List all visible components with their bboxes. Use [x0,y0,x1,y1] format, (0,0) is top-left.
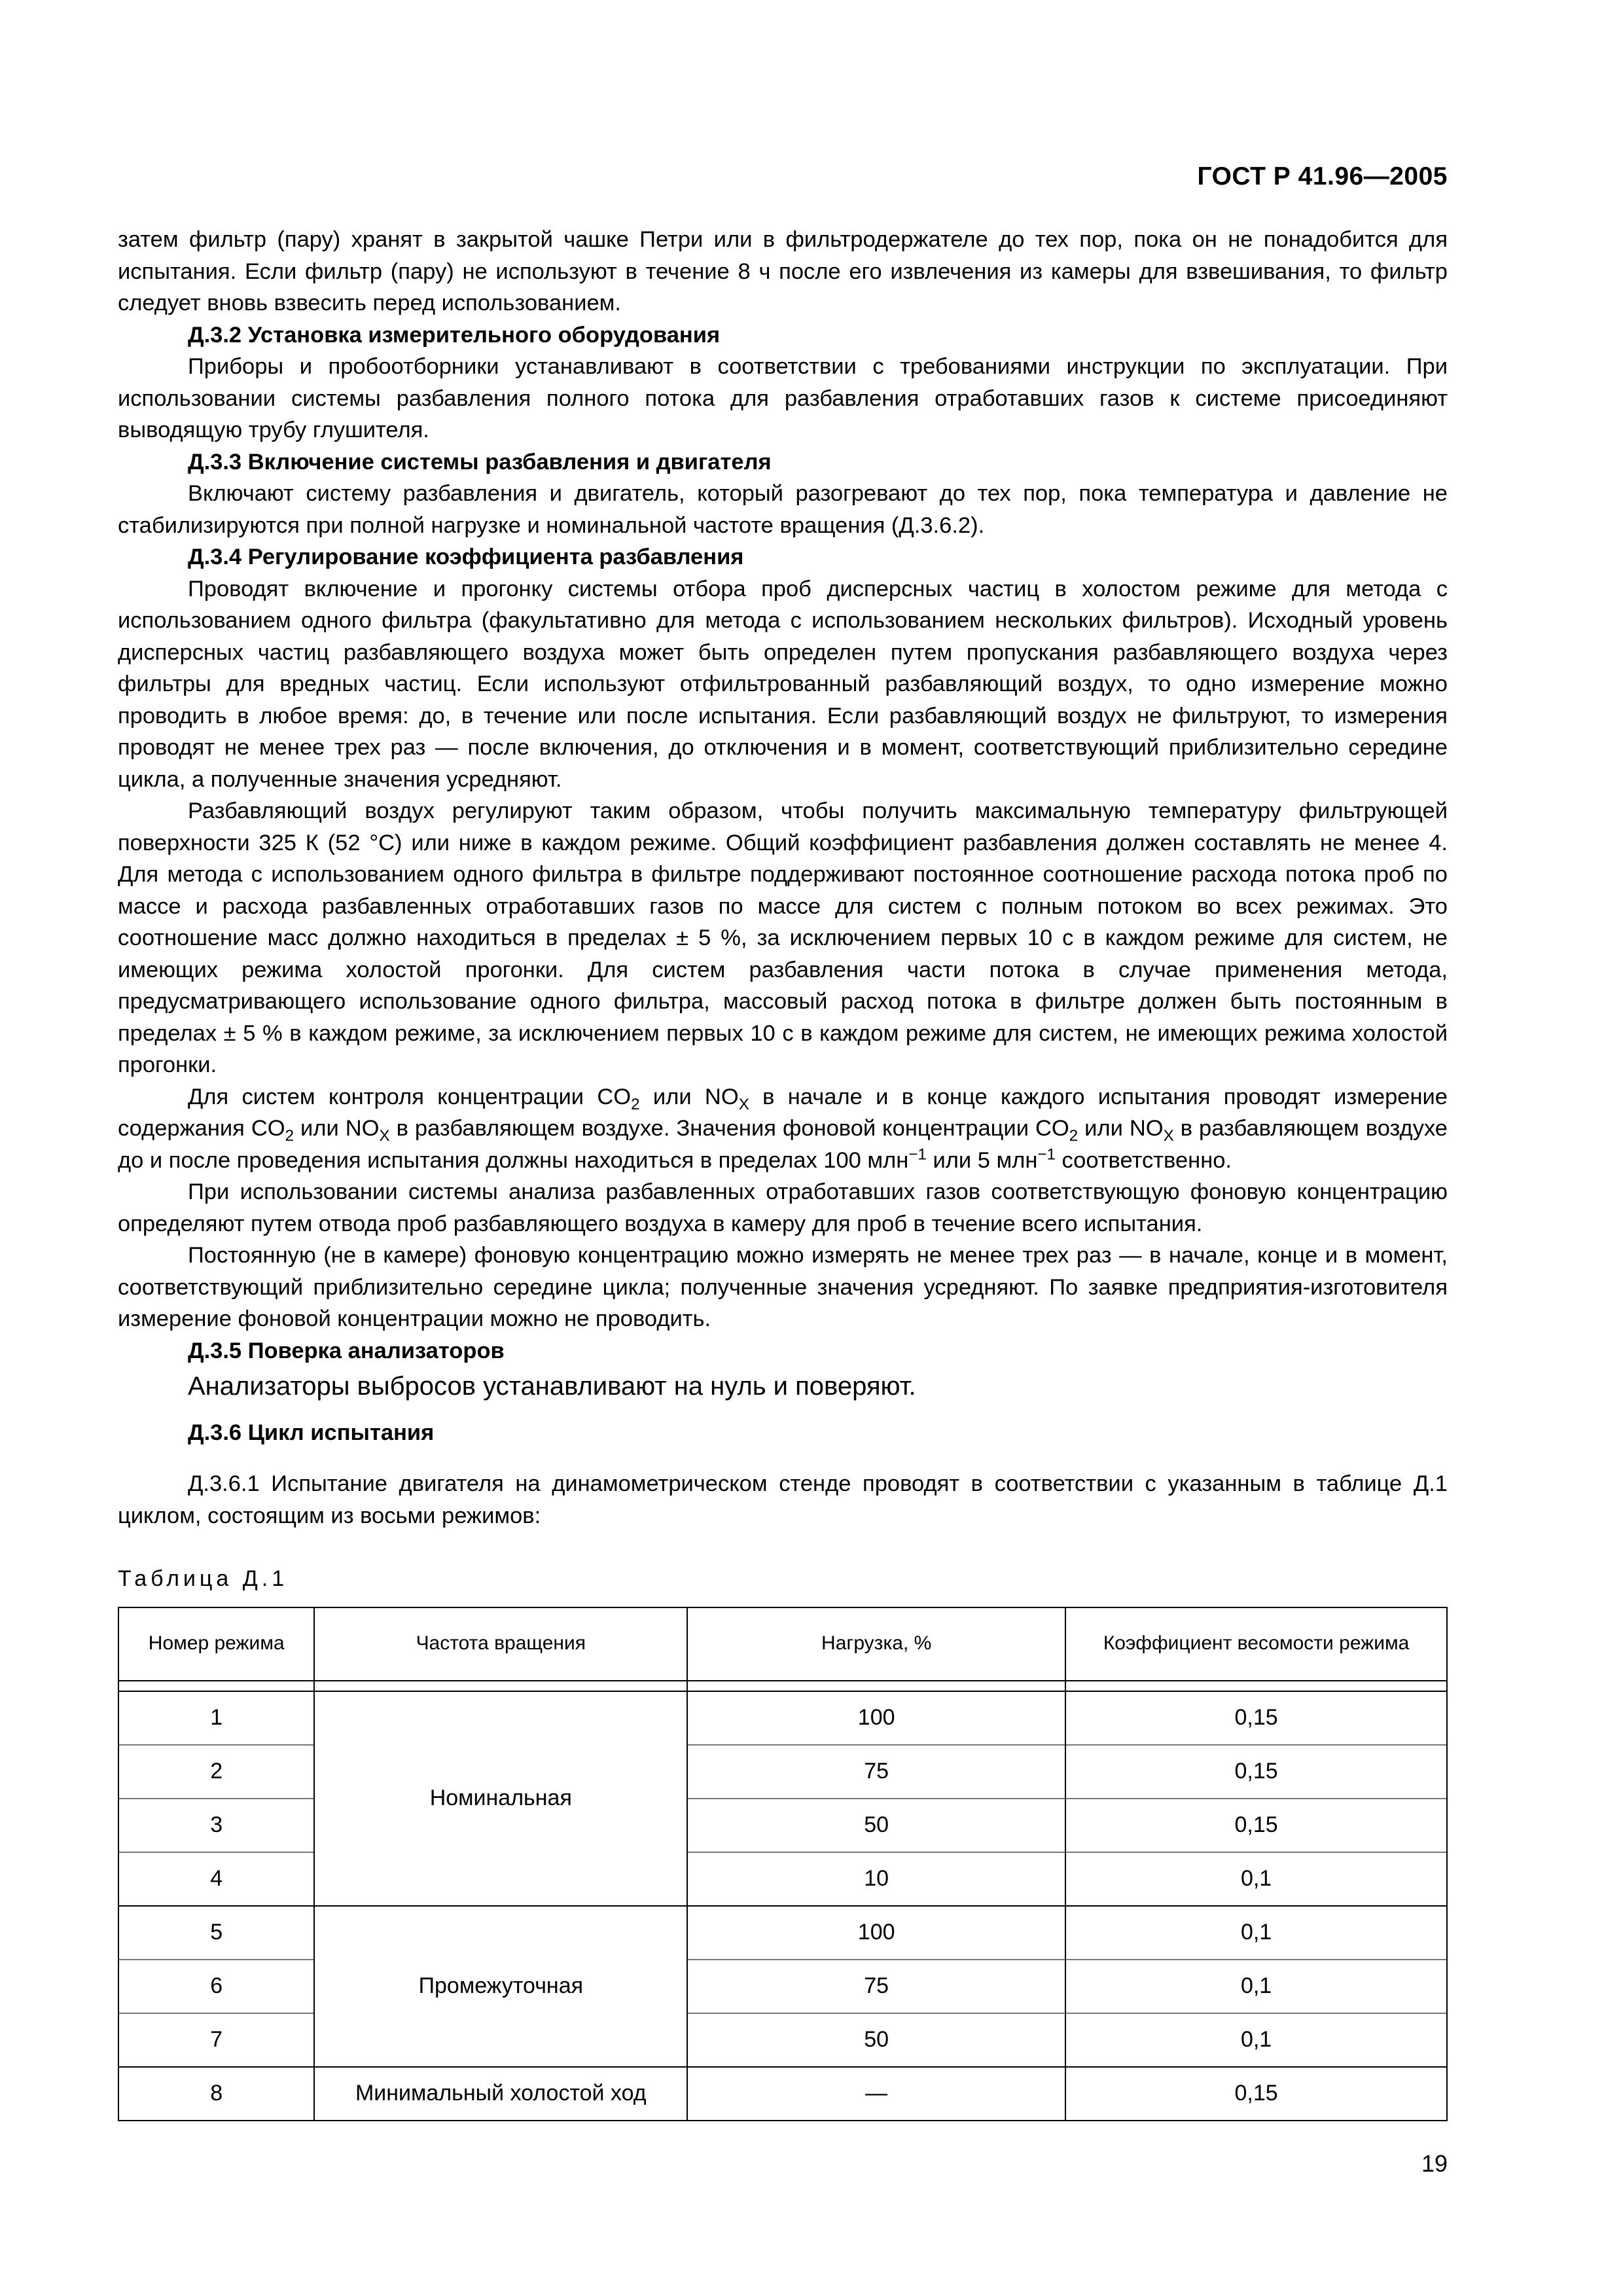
page-number: 19 [1421,2150,1448,2177]
section-d36-title: Д.3.6 Цикл испытания [188,1420,435,1445]
table-row [118,1691,1447,1745]
cell-mode: 1 [118,1691,314,1745]
section-d34-title: Д.3.4 Регулирование коэффициента разбавления [188,545,744,569]
cell-load: 75 [687,1745,1065,1799]
header-speed: Частота вращения [314,1607,687,1681]
section-d32-text: Приборы и пробоотборники устанавливают в соответствии с требованиями инструкции по эксплуатации. При использовании системы разбавления полного потока для разбавления отработавших газов к системе присоединяют выводящую трубу глушителя. [118,354,1448,442]
cell-mode: 4 [118,1852,314,1906]
test-cycle-table [118,1607,1448,2121]
cell-mode: 6 [118,1960,314,2013]
section-d34-paragraph-2: Разбавляющий воздух регулируют таким образом, чтобы получить максимальную температуру фильтрующей поверхности 325 К (52 °С) или ниже в каждом режиме. Общий коэффициент разбавления должен составлять не менее 4. Для метода с использованием одного фильтра в фильтре поддерживают постоянное соотношение расхода потока проб по массе и расхода разбавленных отработавших газов по массе для систем с полным потоком во всех режимах. Это соотношение масс должно находиться в пределах ± 5 %, за исключением первых 10 с в каждом режиме для систем, не имеющих режима холостой прогонки. Для систем разбавления части потока в случае применения метода, предусматривающего использование одного фильтра, массовый расход потока в фильтре должен быть постоянным в пределах ± 5 % в каждом режиме, за исключением первых 10 с в каждом режиме для систем, не имеющих режима холостой прогонки. [118,798,1448,1077]
section-d33-title: Д.3.3 Включение системы разбавления и двигателя [188,449,772,475]
cell-weight: 0,15 [1065,1745,1447,1799]
cell-mode: 5 [118,1906,314,1960]
cell-weight: 0,1 [1065,1906,1447,1960]
cell-mode: 2 [118,1745,314,1799]
section-d34-paragraph-3: Для систем контроля концентрации $CO_2$ или $NO_X$ в начале и в конце каждого испытания проводят измерение содержания $CO_2$ или $NO_X$ в разбавляющем воздухе. Значения фоновой концентрации $CO_2$ или $NO_X$ в разбавляющем воздухе до и после проведения испытания должны находиться в пределах 100 млн$^{-1}$ или 5 млн$^{-1}$ соответственно. [118,1084,1448,1173]
section-d34-paragraph-4: При использовании системы анализа разбавленных отработавших газов соответствующую фоновую концентрацию определяют путем отвода проб разбавляющего воздуха в камеру для проб в течение всего испытания. [118,1179,1448,1236]
section-d32-title: Д.3.2 Установка измерительного оборудования [188,322,721,348]
cell-mode: 3 [118,1799,314,1852]
cell-load: — [687,2067,1065,2121]
section-d35-text: Анализаторы выбросов устанавливают на нуль и поверяют. [188,1372,916,1401]
header-weight-factor: Коэффициент весомости режима [1065,1607,1447,1681]
cell-weight: 0,15 [1065,2067,1447,2121]
table-header-row [118,1607,1447,1681]
cell-load: 75 [687,1960,1065,2013]
cell-load: 100 [687,1906,1065,1960]
page-body [118,224,1448,2121]
cell-weight: 0,15 [1065,1799,1447,1852]
cell-load: 100 [687,1691,1065,1745]
section-d34-paragraph-1: Проводят включение и прогонку системы отбора проб дисперсных частиц в холостом режиме для метода с использованием одного фильтра (факультативно для метода с использованием нескольких фильтров). Исходный уровень дисперсных частиц разбавляющего воздуха может быть определен путем пропускания разбавляющего воздуха через фильтры для вредных частиц. Если используют отфильтрованный разбавляющий воздух, то одно измерение можно проводить в любое время: до, в течение или после испытания. Если разбавляющий воздух не фильтруют, то измерения проводят не менее трех раз — после включения, до отключения и в момент, соответствующий приблизительно середине цикла, а полученные значения усредняют. [118,576,1448,792]
cell-speed-group: Промежуточная [314,1906,687,2067]
section-d33-text: Включают систему разбавления и двигатель, который разогревают до тех пор, пока температура и давление не стабилизируются при полной нагрузке и номинальной частоте вращения (Д.3.6.2). [118,481,1448,538]
section-d34-paragraph-5: Постоянную (не в камере) фоновую концентрацию можно измерять не менее трех раз — в начале, конце и в момент, соответствующий приблизительно середине цикла; полученные значения усредняют. По заявке предприятия-изготовителя измерение фоновой концентрации можно не проводить. [118,1243,1448,1331]
section-d36-text: Д.3.6.1 Испытание двигателя на динамометрическом стенде проводят в соответствии с указанным в таблице Д.1 циклом, состоящим из восьми режимов: [118,1471,1448,1528]
cell-mode: 8 [118,2067,314,2121]
table-row [118,2067,1447,2121]
header-mode-number: Номер режима [118,1607,314,1681]
cell-speed-group: Номинальная [314,1691,687,1906]
header-load: Нагрузка, % [687,1607,1065,1681]
table-row [118,1906,1447,1960]
cell-weight: 0,15 [1065,1691,1447,1745]
cell-load: 10 [687,1852,1065,1906]
cell-load: 50 [687,2013,1065,2067]
table-caption: Таблица Д.1 [118,1566,289,1591]
document-code: ГОСТ Р 41.96—2005 [1197,162,1448,190]
cell-weight: 0,1 [1065,1852,1447,1906]
cell-mode: 7 [118,2013,314,2067]
cell-load: 50 [687,1799,1065,1852]
intro-paragraph: затем фильтр (пару) хранят в закрытой чашке Петри или в фильтродержателе до тех пор, пока он не понадобится для испытания. Если фильтр (пару) не используют в течение 8 ч после его извлечения из камеры для взвешивания, то фильтр следует вновь взвесить перед использованием. [118,227,1448,315]
section-d35-title: Д.3.5 Поверка анализаторов [188,1338,505,1363]
cell-weight: 0,1 [1065,1960,1447,2013]
cell-speed-group: Минимальный холостой ход [314,2067,687,2121]
cell-weight: 0,1 [1065,2013,1447,2067]
